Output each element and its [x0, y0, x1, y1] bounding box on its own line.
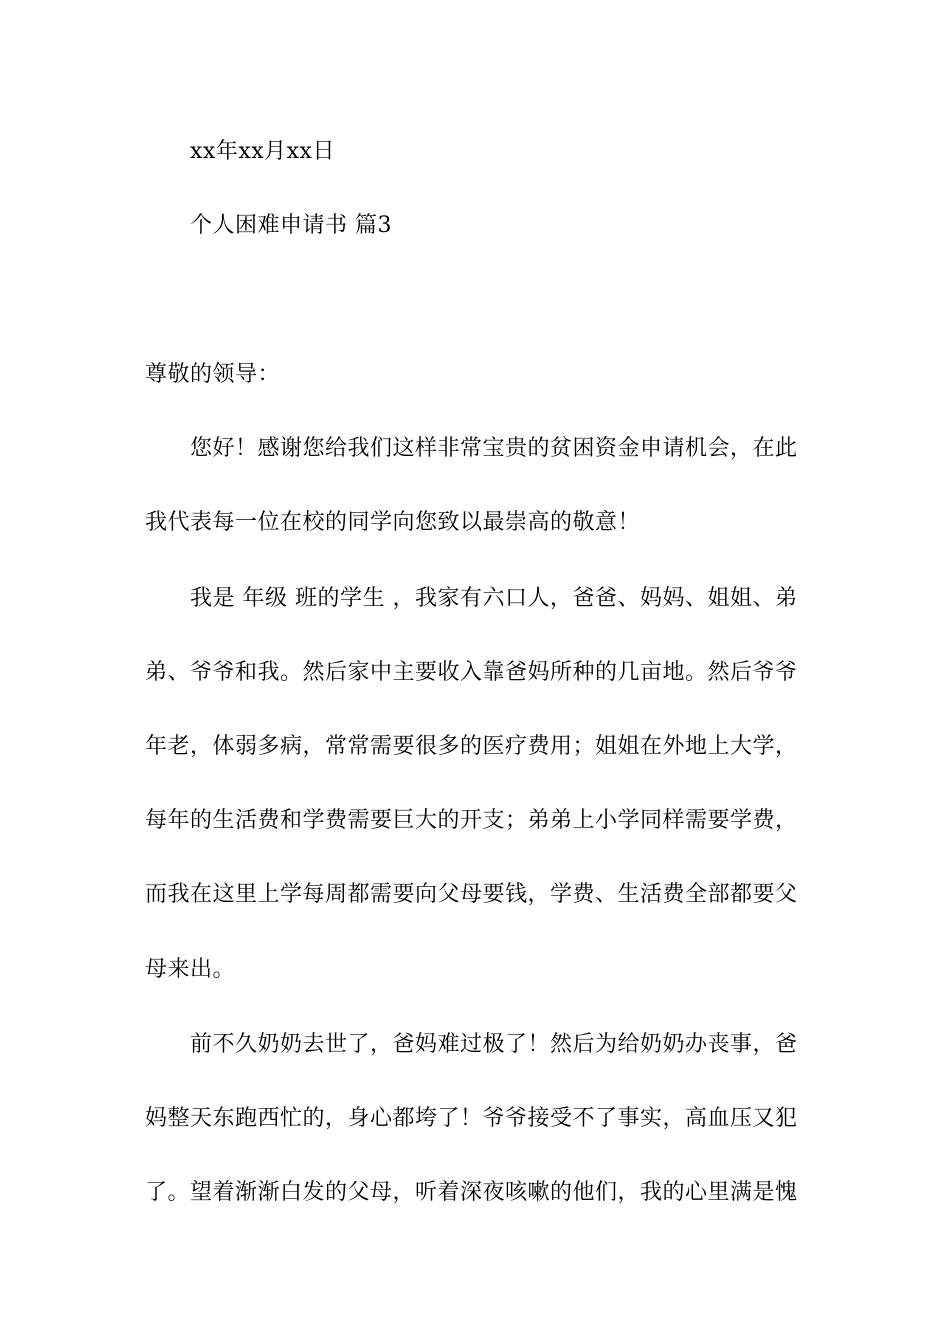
date-line: xx年xx月xx日: [190, 139, 335, 164]
document-heading: 个人困难申请书 篇3: [190, 213, 392, 238]
paragraph-line: 而我在这里上学每周都需要向父母要钱，学费、生活费全部都要父: [145, 882, 798, 907]
paragraph-line: 我是 年级 班的学生 ，我家有六口人，爸爸、妈妈、姐姐、弟: [190, 586, 798, 611]
paragraph-line: 母来出。: [145, 957, 236, 982]
paragraph-line: 前不久奶奶去世了，爸妈难过极了！然后为给奶奶办丧事，爸: [190, 1032, 798, 1057]
paragraph-line: 年老，体弱多病，常常需要很多的医疗费用；姐姐在外地上大学，: [145, 734, 798, 759]
paragraph-line: 弟、爷爷和我。然后家中主要收入靠爸妈所种的几亩地。然后爷爷: [145, 660, 798, 685]
paragraph-line: 了。望着渐渐白发的父母，听着深夜咳嗽的他们，我的心里满是愧: [145, 1180, 798, 1205]
paragraph-line: 您好！感谢您给我们这样非常宝贵的贫困资金申请机会，在此: [190, 436, 798, 461]
paragraph-line: 每年的生活费和学费需要巨大的开支；弟弟上小学同样需要学费，: [145, 808, 798, 833]
salutation: 尊敬的领导：: [145, 362, 281, 387]
paragraph-line: 妈整天东跑西忙的，身心都垮了！爷爷接受不了事实，高血压又犯: [145, 1106, 798, 1131]
paragraph-line: 我代表每一位在校的同学向您致以最崇高的敬意！: [145, 510, 641, 535]
